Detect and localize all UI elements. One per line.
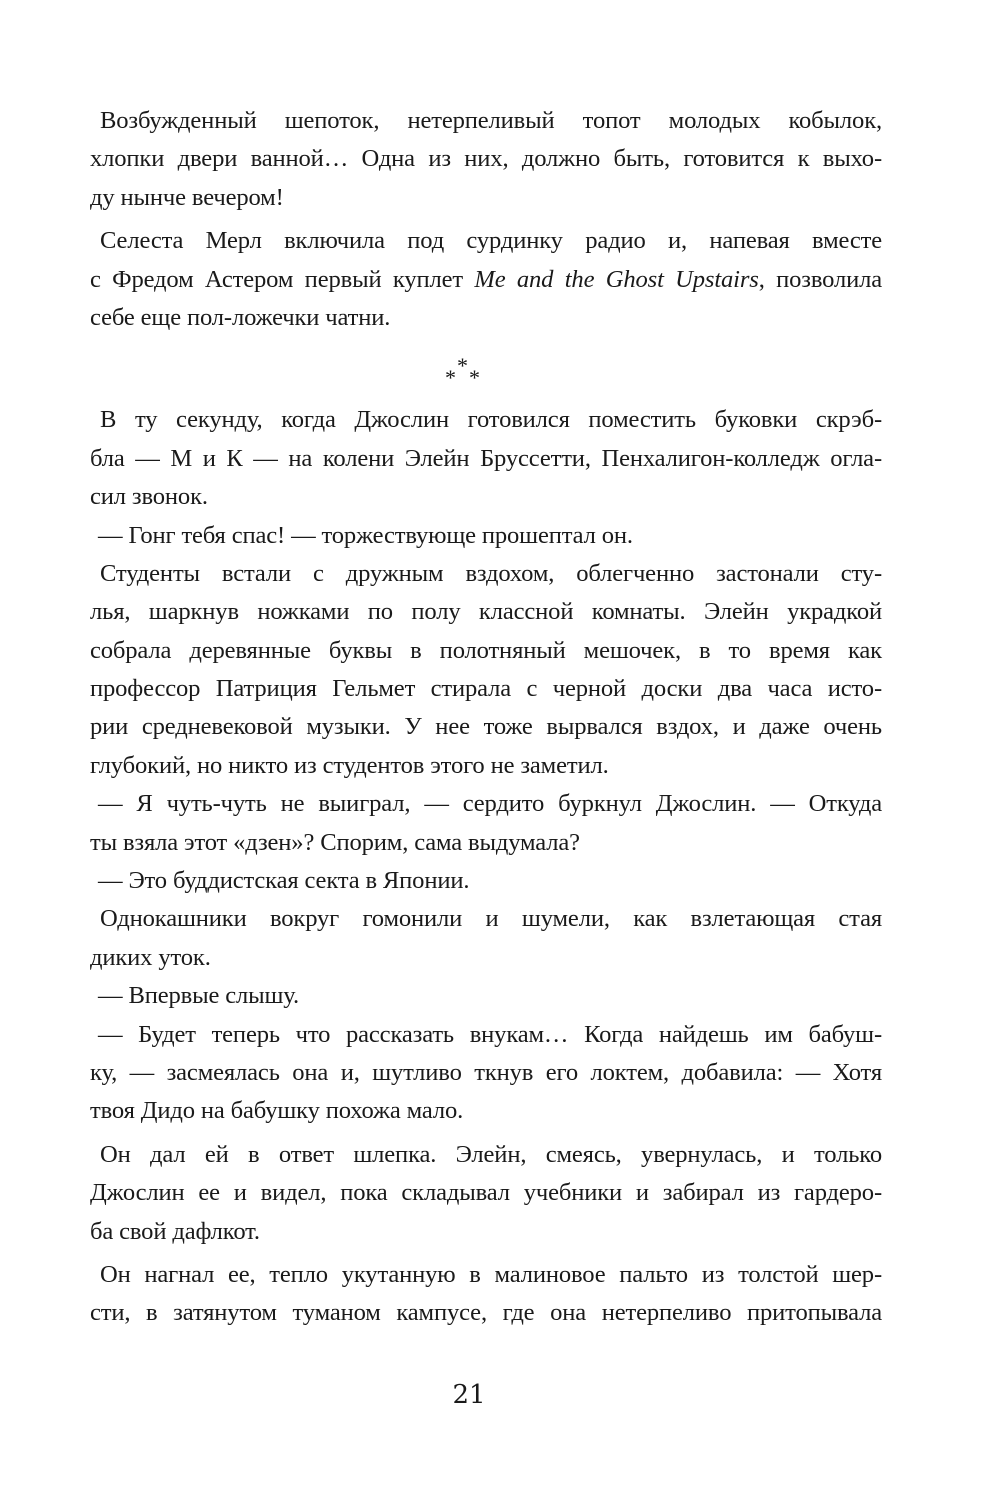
song-title: Me and the Ghost Upstairs bbox=[474, 265, 759, 293]
text-line: ку, — засмеялась она и, шутливо ткнув его локтем, добавила: — Хотя bbox=[90, 1058, 882, 1086]
text-line: Возбужденный шепоток, нетерпеливый топот молодых кобылок, bbox=[100, 107, 882, 134]
text-line: сти, в затянутом туманом кампусе, где она нетерпеливо притопывала bbox=[90, 1299, 882, 1327]
text-line: В ту секунду, когда Джослин готовился поместить буковки скрэб- bbox=[100, 406, 882, 434]
text-line: Он нагнал ее, тепло укутанную в малиновое пальто из толстой шер- bbox=[100, 1260, 882, 1288]
text-line: диких уток. bbox=[90, 943, 211, 971]
dialogue-line: — Я чуть-чуть не выиграл, — сердито буркнул Джослин. — Откуда bbox=[98, 790, 882, 818]
text-line: ду нынче вечером! bbox=[90, 183, 284, 211]
book-page-text bbox=[90, 102, 882, 1333]
text-line: Он дал ей в ответ шлепка. Элейн, смеясь, увернулась, и только bbox=[100, 1140, 882, 1168]
text-line: хлопки двери ванной… Одна из них, должно быть, готовится к выхо- bbox=[90, 145, 882, 173]
text-fragment: с Фредом Астером первый куплет bbox=[90, 265, 475, 293]
text-line: Селеста Мерл включила под сурдинку радио и, напевая вместе bbox=[100, 227, 882, 255]
page-number: 21 bbox=[452, 1380, 486, 1410]
separator-star: * bbox=[445, 365, 456, 391]
text-line: собрала деревянные буквы в полотняный мешочек, в то время как bbox=[90, 636, 882, 664]
text-line: Однокашники вокруг гомонили и шумели, как взлетающая стая bbox=[100, 905, 882, 933]
dialogue-line: — Это буддистская секта в Японии. bbox=[98, 867, 470, 895]
text-line-with-title bbox=[90, 261, 882, 299]
text-line: рии средневековой музыки. У нее тоже вырвался вздох, и даже очень bbox=[90, 713, 882, 741]
text-line: сил звонок. bbox=[90, 483, 208, 511]
text-line: бла — М и К — на колени Элейн Бруссетти, Пенхалигон-колледж огла- bbox=[90, 444, 882, 472]
text-line: профессор Патриция Гельмет стирала с черной доски два часа исто- bbox=[90, 675, 882, 703]
text-line: лья, шаркнув ножками по полу классной комнаты. Элейн украдкой bbox=[90, 598, 882, 626]
text-line: ты взяла этот «дзен»? Спорим, сама выдумала? bbox=[90, 828, 580, 856]
text-line: глубокий, но никто из студентов этого не заметил. bbox=[90, 751, 609, 779]
dialogue-line: — Будет теперь что рассказать внукам… Когда найдешь им бабуш- bbox=[98, 1020, 882, 1048]
dialogue-line: — Гонг тебя спас! — торжествующе прошептал он. bbox=[98, 521, 633, 549]
dialogue-line: — Впервые слышу. bbox=[98, 982, 299, 1010]
text-line: Джослин ее и видел, пока складывал учебники и забирал из гардеро- bbox=[90, 1179, 882, 1207]
separator-star: * bbox=[457, 353, 468, 379]
separator-star: * bbox=[469, 365, 480, 391]
text-line: ба свой дафлкот. bbox=[90, 1217, 260, 1245]
text-line: Студенты встали с дружным вздохом, облегченно застонали сту- bbox=[100, 559, 882, 587]
section-separator bbox=[90, 337, 882, 401]
text-line: твоя Дидо на бабушку похожа мало. bbox=[90, 1097, 464, 1125]
text-line: себе еще пол-ложечки чатни. bbox=[90, 303, 391, 331]
text-fragment: , позволила bbox=[758, 265, 882, 293]
